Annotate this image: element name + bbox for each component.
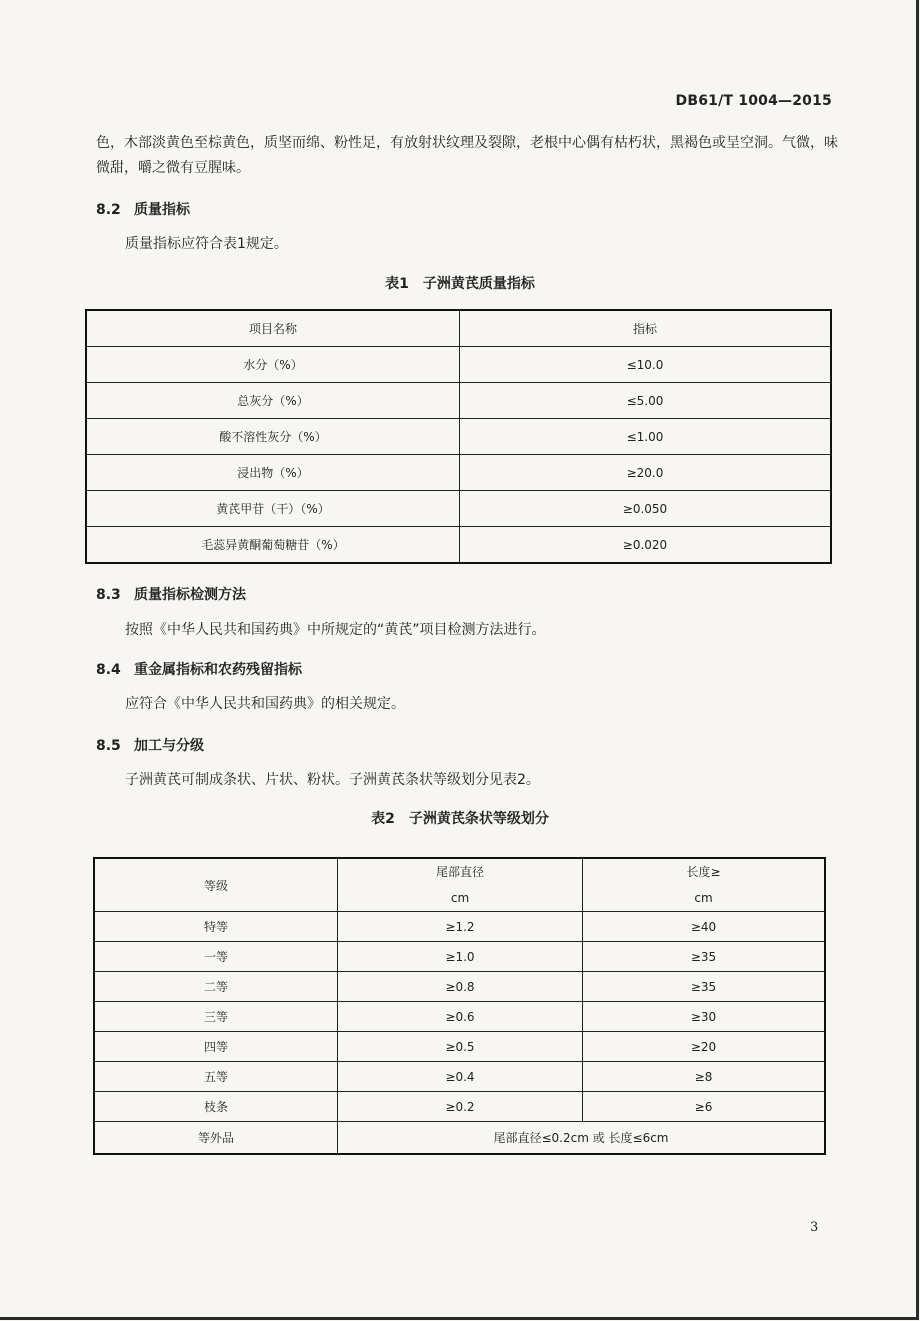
grade-cell: 四等 (94, 1032, 338, 1062)
table-row (94, 1062, 825, 1092)
column-header-grade: 等级 (94, 858, 338, 912)
section-title: 重金属指标和农药残留指标 (134, 662, 302, 678)
length-label: 长度≥ (686, 865, 721, 879)
diameter-cell: ≥0.6 (338, 1002, 583, 1032)
grade-cell: 枝条 (94, 1092, 338, 1122)
section-8-2-heading (96, 199, 190, 219)
table-header-row (86, 310, 831, 347)
section-number: 8.4 (96, 662, 121, 678)
section-number: 8.5 (96, 738, 121, 754)
diameter-label: 尾部直径 (435, 865, 484, 879)
diameter-cell: ≥0.2 (338, 1092, 583, 1122)
table-row (94, 942, 825, 972)
diameter-unit: cm (450, 891, 470, 905)
grade-cell: 五等 (94, 1062, 338, 1092)
section-8-5-heading (96, 735, 204, 755)
section-8-4-heading (96, 659, 302, 679)
quality-index-table (85, 309, 832, 564)
table-row (86, 347, 831, 383)
length-cell: ≥40 (583, 912, 826, 942)
table-row (86, 527, 831, 564)
column-header-length (583, 858, 826, 912)
length-cell: ≥35 (583, 942, 826, 972)
item-name-cell: 黄芪甲苷（干）（%） (86, 491, 460, 527)
table-row (94, 1122, 825, 1155)
item-name-cell: 浸出物（%） (86, 455, 460, 491)
table-row (94, 912, 825, 942)
table-row (86, 383, 831, 419)
item-name-cell: 总灰分（%） (86, 383, 460, 419)
length-cell: ≥35 (583, 972, 826, 1002)
intro-paragraph: 色，木部淡黄色至棕黄色，质坚而绵、粉性足，有放射状纹理及裂隙，老根中心偶有枯朽状，黑褐色或呈空洞。气微，味微甜，嚼之微有豆腥味。 (96, 135, 838, 176)
section-8-3-body: 按照《中华人民共和国药典》中所规定的“黄芪”项目检测方法进行。 (125, 622, 546, 638)
substandard-criteria-cell: 尾部直径≤0.2cm 或 长度≤6cm (338, 1122, 826, 1155)
standard-number: DB61/T 1004—2015 (675, 93, 832, 109)
section-8-5-body: 子洲黄芪可制成条状、片状、粉状。子洲黄芪条状等级划分见表2。 (125, 772, 540, 788)
index-value-cell: ≥20.0 (460, 455, 832, 491)
index-value-cell: ≤10.0 (460, 347, 832, 383)
diameter-cell: ≥0.4 (338, 1062, 583, 1092)
grade-cell: 特等 (94, 912, 338, 942)
section-8-3-heading (96, 584, 246, 604)
length-cell: ≥8 (583, 1062, 826, 1092)
section-title: 质量指标 (134, 202, 190, 218)
section-title: 质量指标检测方法 (134, 587, 246, 603)
diameter-cell: ≥0.5 (338, 1032, 583, 1062)
section-title: 加工与分级 (134, 738, 204, 754)
index-value-cell: ≥0.050 (460, 491, 832, 527)
length-cell: ≥20 (583, 1032, 826, 1062)
table-header-row (94, 858, 825, 912)
grade-cell: 三等 (94, 1002, 338, 1032)
grade-cell: 一等 (94, 942, 338, 972)
item-name-cell: 水分（%） (86, 347, 460, 383)
item-name-cell: 毛蕊异黄酮葡萄糖苷（%） (86, 527, 460, 564)
length-cell: ≥30 (583, 1002, 826, 1032)
section-number: 8.2 (96, 202, 121, 218)
item-name-cell: 酸不溶性灰分（%） (86, 419, 460, 455)
table-row (94, 1002, 825, 1032)
table-row (94, 972, 825, 1002)
length-unit: cm (694, 891, 713, 905)
table-row (86, 419, 831, 455)
table-row (86, 455, 831, 491)
length-cell: ≥6 (583, 1092, 826, 1122)
column-header-item: 项目名称 (86, 310, 460, 347)
section-8-2-body: 质量指标应符合表1规定。 (125, 236, 288, 252)
index-value-cell: ≤5.00 (460, 383, 832, 419)
column-header-diameter (338, 858, 583, 912)
table-row (86, 491, 831, 527)
grade-table (93, 857, 826, 1155)
index-value-cell: ≤1.00 (460, 419, 832, 455)
section-number: 8.3 (96, 587, 121, 603)
section-8-4-body: 应符合《中华人民共和国药典》的相关规定。 (125, 696, 405, 712)
page-number: 3 (810, 1220, 819, 1235)
grade-cell: 二等 (94, 972, 338, 1002)
table2-caption: 表2 子洲黄芪条状等级划分 (371, 811, 549, 827)
diameter-cell: ≥0.8 (338, 972, 583, 1002)
diameter-cell: ≥1.2 (338, 912, 583, 942)
column-header-index: 指标 (460, 310, 832, 347)
grade-cell: 等外品 (94, 1122, 338, 1155)
table1-caption: 表1 子洲黄芪质量指标 (385, 276, 535, 292)
table-row (94, 1092, 825, 1122)
table-row (94, 1032, 825, 1062)
index-value-cell: ≥0.020 (460, 527, 832, 564)
diameter-cell: ≥1.0 (338, 942, 583, 972)
